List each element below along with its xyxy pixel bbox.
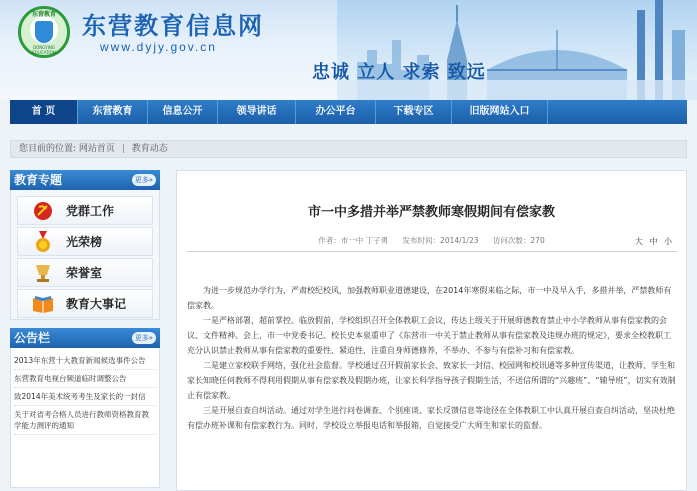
city-skyline-image <box>337 0 697 100</box>
site-slogan: 忠诚 立人 求索 致远 <box>312 62 486 83</box>
notice-list <box>10 348 160 488</box>
font-size-switcher <box>631 236 672 247</box>
trophy-icon <box>30 262 56 284</box>
topics-panel-header <box>10 170 160 190</box>
article-meta <box>177 235 686 246</box>
nav-item-downloads[interactable]: 下载专区 <box>376 100 452 124</box>
topic-label: 光荣榜 <box>66 235 103 249</box>
breadcrumb-separator: | <box>121 144 125 154</box>
notice-item[interactable]: 关于对省考合格人员进行教师资格教育教学能力测评的通知 <box>14 406 156 435</box>
notice-item[interactable]: 致2014年美术统考考生及家长的一封信 <box>14 388 156 406</box>
topic-item-honor-roll[interactable] <box>17 227 153 256</box>
nav-item-office-platform[interactable]: 办公平台 <box>296 100 376 124</box>
topic-item-party-work[interactable] <box>17 196 153 225</box>
site-url: www.dyjy.gov.cn <box>100 40 217 54</box>
site-title: 东营教育信息网 <box>82 12 264 40</box>
article-title: 市一中多措并举严禁教师寒假期间有偿家教 <box>307 205 555 220</box>
article-paragraph: 为进一步规范办学行为，严肃校纪校风，加强教师职业道德建设，在2014年寒假来临之际，市一中及早入手，多措并举，严禁教师有偿家教。 <box>187 286 672 310</box>
breadcrumb <box>10 140 687 158</box>
logo-text-top: 东营教育 <box>31 11 56 18</box>
font-size-medium[interactable]: 中 <box>649 237 658 246</box>
breadcrumb-current-link[interactable]: 教育动态 <box>131 144 168 154</box>
font-size-large[interactable]: 大 <box>634 237 643 246</box>
notice-panel-header <box>10 328 160 348</box>
nav-item-info-disclosure[interactable]: 信息公开 <box>148 100 218 124</box>
article-divider <box>187 251 677 252</box>
logo-emblem-icon <box>35 21 53 43</box>
left-sidebar <box>10 170 160 488</box>
nav-item-dongying-education[interactable]: 东营教育 <box>78 100 148 124</box>
article-body <box>187 283 677 433</box>
topic-label: 教育大事记 <box>66 297 127 311</box>
article-author: 作者：市一中 丁子勇 <box>318 236 389 245</box>
topics-more-button[interactable]: 更多» <box>132 174 156 186</box>
topic-item-education-chronicle[interactable] <box>17 289 153 318</box>
topic-item-honor-room[interactable] <box>17 258 153 287</box>
notice-more-button[interactable]: 更多» <box>132 332 156 344</box>
topics-panel-title: 教育专题 <box>14 173 63 187</box>
book-icon <box>30 293 56 315</box>
nav-item-old-site[interactable]: 旧版网站入口 <box>452 100 548 124</box>
topic-label: 荣誉室 <box>66 266 103 280</box>
article-panel <box>176 170 687 491</box>
site-banner <box>0 0 697 100</box>
breadcrumb-home-link[interactable]: 网站首页 <box>78 144 115 154</box>
party-emblem-icon <box>30 200 56 222</box>
site-logo[interactable] <box>18 6 70 58</box>
article-views: 访问次数：270 <box>492 236 545 245</box>
nav-item-home[interactable]: 首 页 <box>10 100 78 124</box>
nav-item-leader-speeches[interactable]: 领导讲话 <box>218 100 296 124</box>
notice-panel-title: 公告栏 <box>14 331 51 345</box>
medal-icon <box>30 231 56 253</box>
topic-label: 党群工作 <box>66 204 115 218</box>
article-paragraph: 二是建立家校联手网络，强化社会监督。学校通过召开假前家长会、致家长一封信、校园网和校讯通等多种宣传渠道，让教师、学生和家长知晓任何教师不得利用假期从事有偿家教及假期办班，让家长科学指导孩子假期生活，不送信所谓的“兴趣班”、“辅导班”，切实有效制止有偿家教。 <box>187 361 676 400</box>
logo-text-bottom: DONGYING EDUCATION <box>32 45 56 55</box>
main-nav <box>10 100 687 124</box>
breadcrumb-prefix: 您目前的位置: <box>19 144 77 154</box>
font-size-small[interactable]: 小 <box>664 237 672 246</box>
article-paragraph: 一是严格部署，超前掌控。临放假前，学校组织召开全体教职工会议，传达上级关于开展师德教育禁止中小学教师从事有偿家教的会议、文件精神。会上，市一中党委书记、校长史本泉重申了《东营市一中关于禁止教师从事有偿家教及违规办班的规定》，要求全校教职工充分认识禁止教师从事有偿家教的重要性、紧迫性，注重自身师德修养，不举办、不参与有偿补习和有偿家教。 <box>187 316 671 355</box>
notice-item[interactable]: 2013年东营十大教育新闻候选事件公告 <box>14 352 156 370</box>
topics-list <box>10 190 160 320</box>
article-date: 发布时间：2014/1/23 <box>402 236 479 245</box>
article-paragraph: 三是开展自查自纠活动。通过对学生进行问卷调查、个别座谈、家长反馈信息等途径在全体教职工中认真开展自查自纠活动，坚决杜绝有偿办班补课和有偿家教行为。同时，学校设立举报电话和举报箱，自觉接受广大师生和家长的监督。 <box>187 406 675 430</box>
notice-item[interactable]: 东营教育电视台频道临时调整公告 <box>14 370 156 388</box>
